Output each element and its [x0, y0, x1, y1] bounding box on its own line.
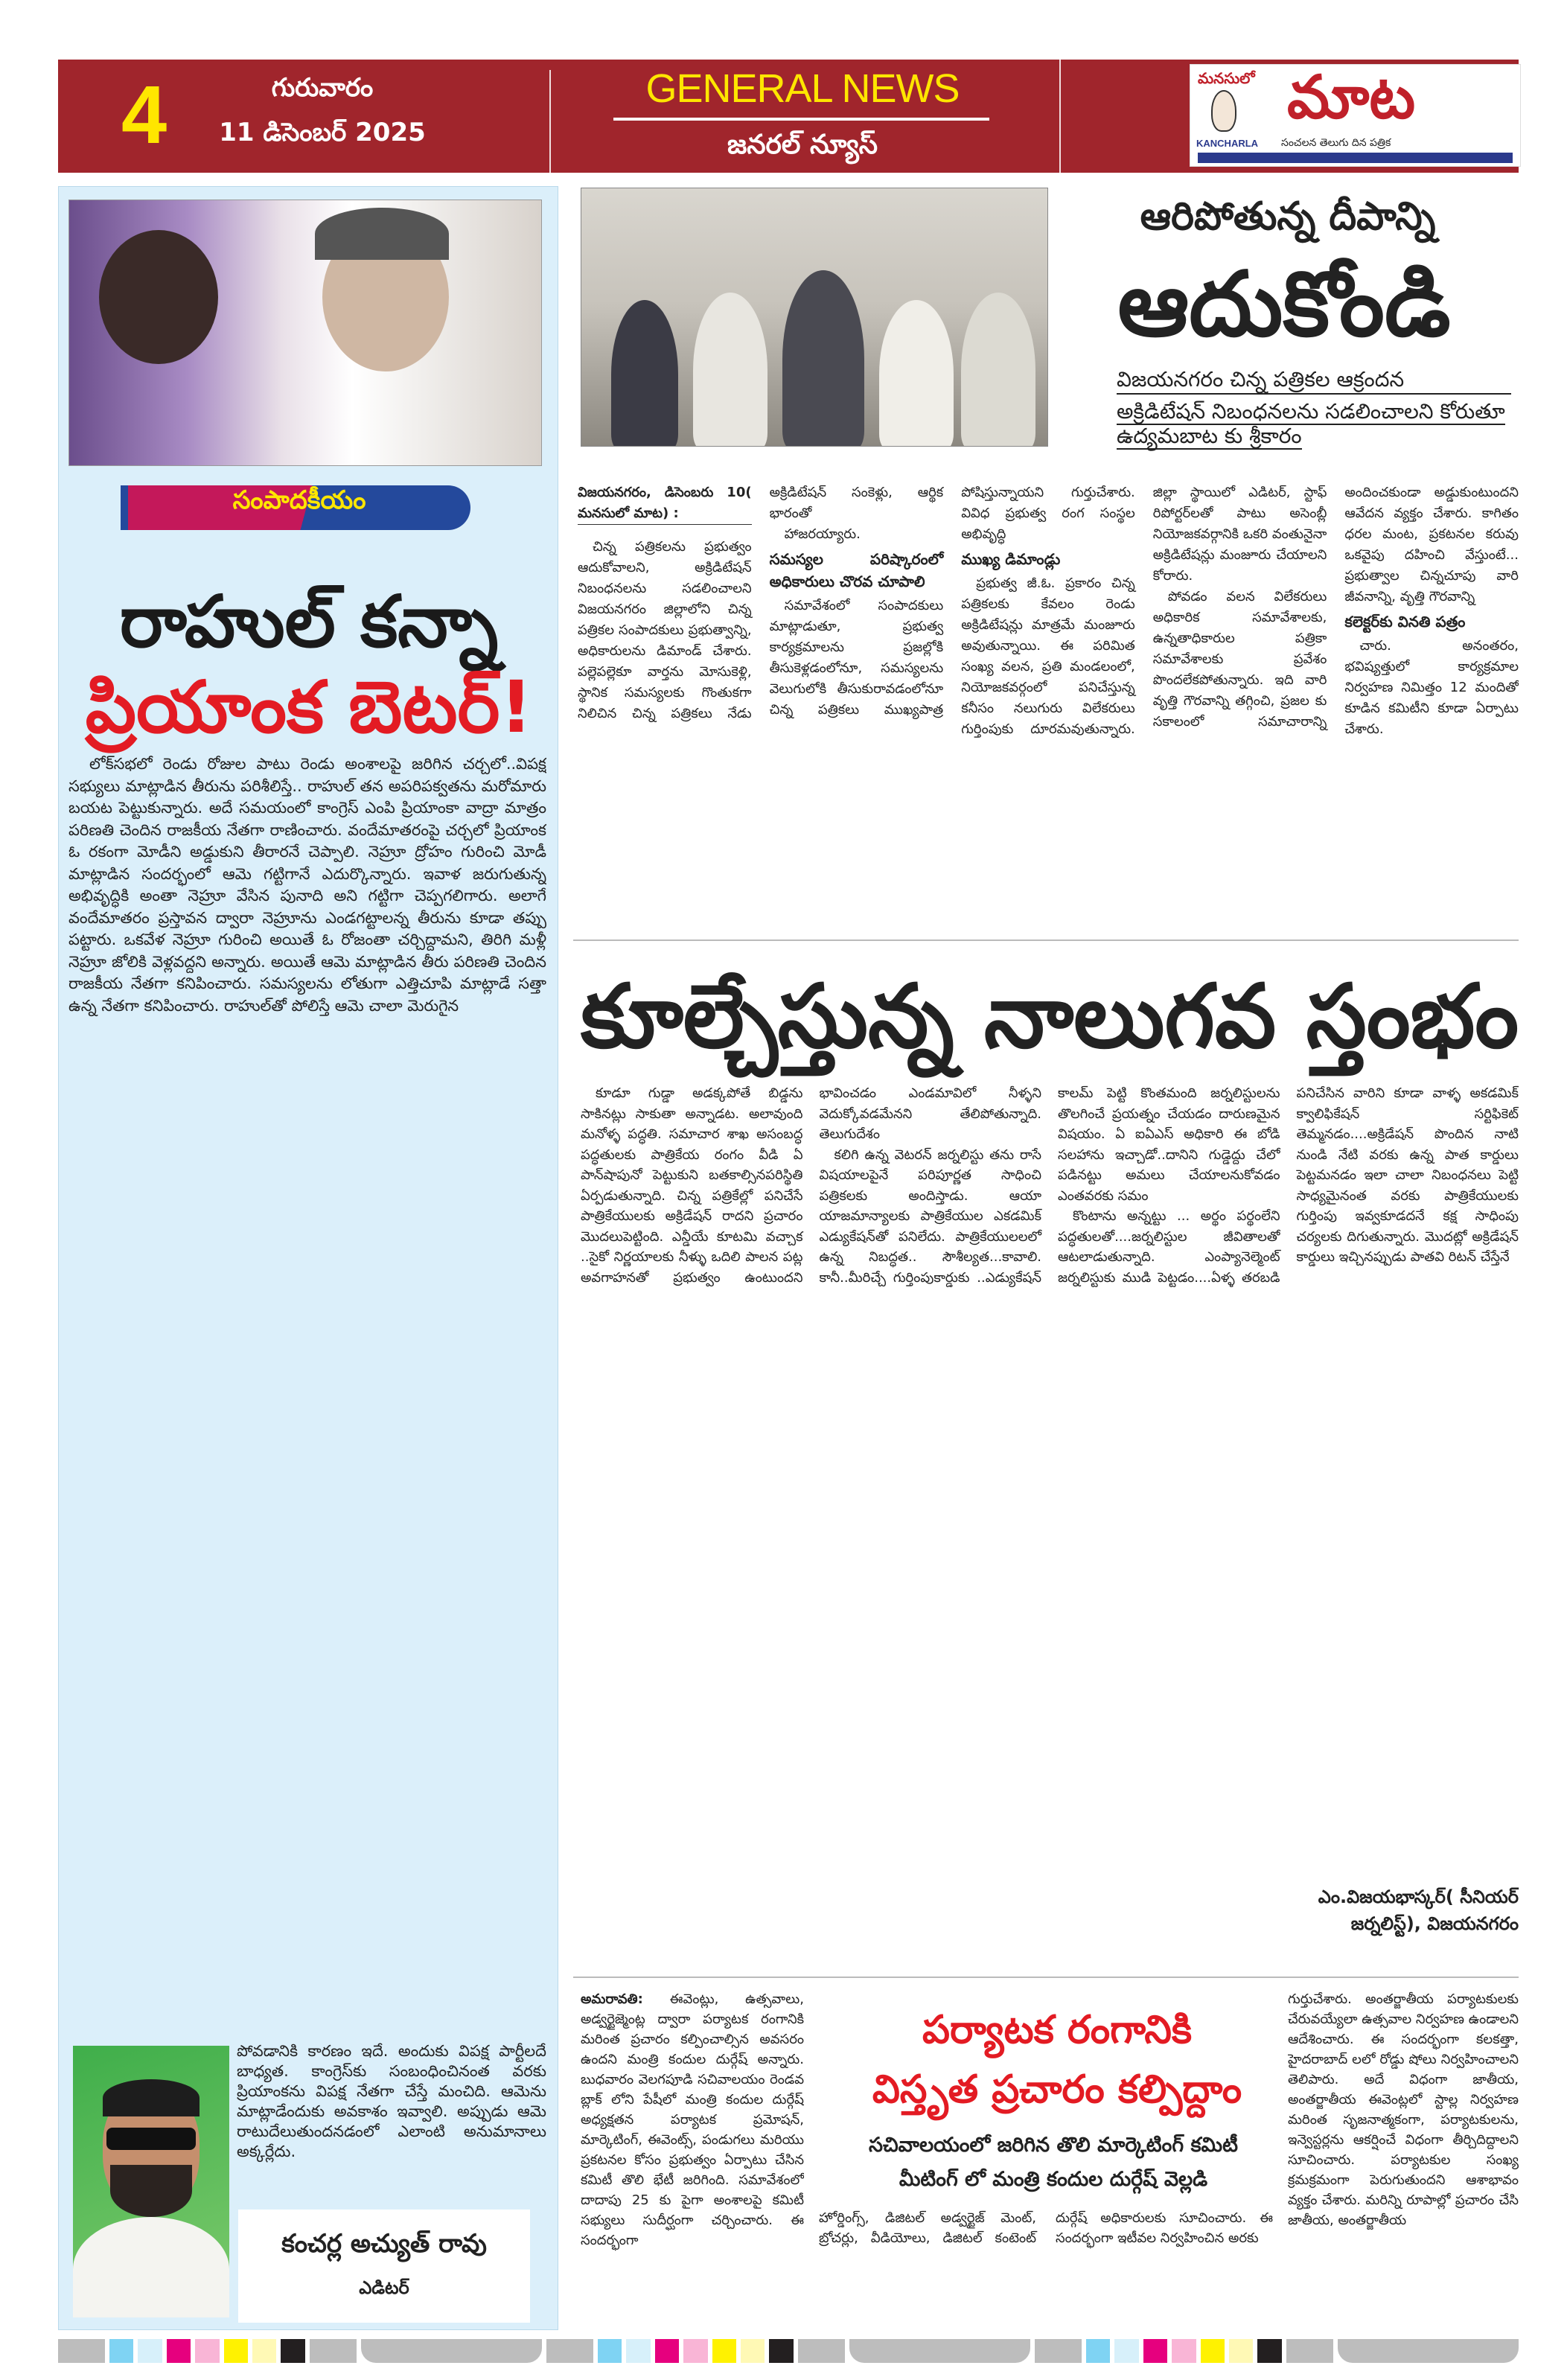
page-number: 4 — [121, 69, 167, 161]
editorial-body — [68, 753, 546, 2030]
tourism-headline-line2: విస్తృత ప్రచారం కల్పిద్దాం — [872, 2067, 1242, 2112]
color-swatch — [1257, 2339, 1281, 2363]
color-swatch — [224, 2339, 248, 2363]
logo-bar — [1198, 153, 1513, 163]
color-swatch — [798, 2339, 845, 2363]
tourism-article-body: గుర్తుచేశారు. అంతర్జాతీయ పర్యాటకులకు చేరువయ్యేలా ఉత్సవాల నిర్వహణ ఉండాలని ఆదేశించారు. ఈ సందర్భంగా కలకత్తా, హైదరాబాద్ లలో రోడ్డు షోలు నిర్వహించాలని తెలిపారు. అదే విధంగా జాతీయ, అంతర్జాతీయ ఈవెంట్లలో స్టాల్ల నిర్వహణ మరింత సృజనాత్మకంగా, పర్యాటకులను, ఇన్వెస్టర్లను ఆకర్షించే విధంగా తీర్చిదిద్దాలని సూచించారు. పర్యాటకుల సంఖ్య క్రమక్రమంగా పెరుగుతుందని ఆశాభావం వ్యక్తం చేశారు. మరిన్ని రూపాల్లో ప్రచారం చేసి జాతీయ, అంతర్జాతీయ — [1288, 1991, 1519, 2228]
color-swatch — [1286, 2339, 1333, 2363]
top-article-headline: ఆదుకోండి — [1117, 253, 1451, 357]
top-article-subhead: అక్రిడిటేషన్ నిబంధనలను సడలించాలని కోరుతూ ఉద్యమబాట కు శ్రీకారం — [1117, 399, 1505, 448]
color-swatch — [1229, 2339, 1253, 2363]
logo-brand: KANCHARLA — [1196, 138, 1259, 149]
color-swatch — [361, 2339, 542, 2363]
tourism-article-body: హోర్డింగ్స్, డిజిటల్ అడ్వర్టైజ్ మెంట్, బ్రోచర్లు, వీడియోలు, డిజిటల్ కంటెంట్ దుర్గేష్ అధికారులకు సూచించారు. ఈ సందర్భంగా ఇటీవల నిర్వహించిన అరకు — [819, 2210, 1273, 2246]
paragraph: ఈవెంట్లు, ఉత్సవాలు, అడ్వర్టైజ్మెంట్ల ద్వారా పర్యాటక రంగానికి మరింత ప్రచారం కల్పించాల్సిన అవసరం ఉందని మంత్రి కందుల దుర్గేష్ అన్నారు. బుధవారం వెలగపూడి సచివాలయం రెండవ బ్లాక్ లోని పేషీలో మంత్రి కందుల దుర్గేష్ అధ్యక్షతన పర్యాటక ప్రమోషన్, మార్కెటింగ్, ఈవెంట్స్, పండుగలు మరియు ప్రకటనల కోసం ప్రభుత్వం ఏర్పాటు చేసిన కమిటీ తొలి భేటీ జరిగింది. సమావేశంలో దాదాపు 25 కు పైగా అంశాలపై కమిటీ సభ్యులు సుదీర్ఘంగా చర్చించారు. ఈ సందర్భంగా — [581, 1991, 804, 2248]
editor-photo — [73, 2046, 229, 2317]
divider — [573, 1977, 1519, 1978]
photo-person — [99, 230, 218, 364]
color-swatch — [167, 2339, 191, 2363]
logo-tagline: సంచలన తెలుగు దిన పత్రిక — [1281, 137, 1391, 149]
color-swatch — [598, 2339, 622, 2363]
color-swatch — [712, 2339, 736, 2363]
color-swatch — [546, 2339, 593, 2363]
tourism-subhead: మీటింగ్ లో మంత్రి కందుల దుర్గేష్ వెల్లడి — [899, 2168, 1208, 2191]
color-swatch — [1086, 2339, 1110, 2363]
editor-signature — [238, 2210, 530, 2323]
color-swatch — [741, 2339, 765, 2363]
newspaper-logo — [1190, 64, 1521, 167]
section-title-english: GENERAL NEWS — [645, 66, 960, 111]
print-registration-bar — [58, 2339, 1519, 2363]
editorial-closing-text: పోవడానికి కారణం ఇదే. అందుకు విపక్ష పార్టీలదే బాధ్యత. కాంగ్రెస్‌కు సంబంధించినంత వరకు ప్రియాంకను విపక్ష నేతగా చేస్తే మంచిది. ఆమెను మాట్లాడేందుకు అవకాశం ఇవ్వాలి. అప్పుడు ఆమె రాటుదేలుతుందనడంలో ఎలాంటి అనుమానాలు అక్కర్లేదు. — [237, 2042, 546, 2160]
paragraph: ప్రభుత్వ జీ.ఓ. ప్రకారం చిన్న పత్రికలకు కేవలం రెండు అక్రిడిటేషన్లు మాత్రమే మంజూరు అవుతున్నాయి. ఈ పరిమిత సంఖ్య వలన, ప్రతి మండలంలో, నియోజకవర్గంలో పనిచేస్తున్న కనీసం నలుగురు విలేకరులు గుర్తింపుకు దూరమవుతున్నారు. జిల్లా స్థాయిలో ఎడిటర్, స్టాఫ్ రిపోర్టర్‌లతో పాటు అసెంబ్లీ నియోజకవర్గానికి ఒకరి వంతునైనా అక్రిడిటేషన్లు మంజూరు చేయాలని కోరారు. — [961, 485, 1327, 737]
subheading: సమస్యల పరిష్కారంలో అధికారులు చొరవ చూపాలి — [769, 550, 944, 590]
tourism-headline-line1: పర్యాటక రంగానికి — [922, 2008, 1193, 2052]
color-swatch — [281, 2339, 304, 2363]
tourism-article-lead — [581, 1989, 804, 2324]
top-article-body — [578, 482, 1519, 929]
color-swatch — [310, 2339, 357, 2363]
masthead — [58, 60, 1519, 173]
color-swatch — [1201, 2339, 1225, 2363]
color-swatch — [252, 2339, 276, 2363]
paragraph: పోవడం వలన విలేకరులు అధికారిక సమావేశాలకు, ఉన్నతాధికారుల పత్రికా సమావేశాలకు ప్రవేశం పొందలేకపోతున్నారు. ఇది వారి వృత్తి గౌరవాన్ని తగ్గించి, ప్రజల కు సకాలంలో సమాచారాన్ని అందించకుండా అడ్డుకుంటుందని ఆవేదన వ్యక్తం చేశారు. కాగితం ధరల మంట, ప్రకటనల కరువు ఒకవైపు దహించి వేస్తుంటే... ప్రభుత్వాల చిన్నచూపు వారి జీవనాన్ని, వృత్తి గౌరవాన్ని — [1152, 485, 1519, 730]
issue-date: 11 డిసెంబర్ 2025 — [219, 118, 426, 147]
paragraph: సమావేశంలో సంపాదకులు మాట్లాడుతూ, ప్రభుత్వ కార్యక్రమాలను ప్రజల్లోకి తీసుకెళ్లడంలోనూ, సమస్యలను వెలుగులోకి తీసుకురావడంలోనూ చిన్న పత్రికలు ముఖ్యపాత్ర పోషిస్తున్నాయని గుర్తుచేశారు. వివిధ ప్రభుత్వ రంగ సంస్థల అభివృద్ధి — [769, 485, 1135, 718]
color-swatch — [849, 2339, 1030, 2363]
color-swatch — [655, 2339, 679, 2363]
divider — [573, 939, 1519, 941]
top-article-kicker: ఆరిపోతున్న దీపాన్ని — [1140, 194, 1436, 239]
subheading: ముఖ్య డిమాండ్లు — [961, 550, 1061, 568]
photo-person-hair — [315, 208, 449, 260]
color-swatch — [195, 2339, 219, 2363]
logo-title: మాట — [1287, 63, 1416, 132]
issue-day: గురువారం — [271, 73, 374, 103]
color-swatch — [1035, 2339, 1082, 2363]
logo-small-text: మనసులో — [1198, 69, 1255, 87]
color-swatch — [138, 2339, 162, 2363]
dateline: విజయనగరం, డిసెంబరు 10( మనసులో మాట) : — [578, 482, 752, 525]
color-swatch — [1143, 2339, 1167, 2363]
section-title-telugu: జనరల్ న్యూస్ — [727, 130, 878, 160]
editorial-badge-label: సంపాదకీయం — [232, 485, 366, 515]
paragraph: కొంటాను అన్నట్టు ... అర్థం పర్థంలేని పద్ధతులతో....జర్నలిస్టుల జీవితాలతో ఆటలాడుతున్నాది. ఎంప్యానెల్మెంట్ జర్నలిస్టుకు ముడి పెట్టడం....ఏళ్ళ తరబడి పనిచేసిన వారిని కూడా వాళ్ళ అకడమిక్ క్వాలిఫికేషన్ సర్టిఫికెట్ తెమ్మనడం....అక్రిడేషన్ పొందిన నాటి నుండి నేటి వరకు ఉన్న పాత కార్డులు పెట్టమనడం ఇలా చాలా నిబంధనలు పెట్టి సాధ్యమైనంత వరకు పాత్రికేయులకు గుర్తింపు ఇవ్వకూడదనే కక్ష సాధింపు చర్యలకు దిగుతున్నారు. మొదట్లో అక్రిడేషన్ కార్డులు ఇచ్చినప్పుడు పాతవి రిటన్ చేస్తేనే — [1058, 1085, 1519, 1286]
color-swatch — [1114, 2339, 1138, 2363]
dateline: అమరావతి: — [581, 1991, 643, 2007]
editorial-headline-line2: ప్రియాంక బెటర్! — [85, 666, 533, 749]
divider — [613, 118, 989, 121]
editorial-badge — [121, 485, 470, 530]
logo-portrait-icon — [1211, 90, 1236, 132]
color-swatch — [626, 2339, 650, 2363]
paragraph: చిన్న పత్రికలను ప్రభుత్వం ఆదుకోవాలని, అక్రిడిటేషన్ నిబంధనలను సడలించాలని విజయనగరం జిల్లాలోని చిన్న పత్రికల సంపాదకులు ప్రభుత్వాన్ని, అధికారులను డిమాండ్ చేశారు. పల్లెపల్లెకూ వార్తను మోసుకెళ్లి, స్థానిక సమస్యలకు గొంతుకగా నిలిచిన చిన్న పత్రికలు నేడు అక్రిడిటేషన్ సంకెళ్లు, ఆర్థిక భారంతో — [578, 485, 944, 721]
color-swatch — [1172, 2339, 1196, 2363]
column-article-headline: కూల్చేస్తున్న నాలుగవ స్తంభం — [581, 964, 1519, 1068]
color-swatch — [109, 2339, 133, 2363]
paragraph: చారు. అనంతరం, భవిష్యత్తులో కార్యక్రమాల నిర్వహణ నిమిత్తం 12 మందితో కూడిన కమిటీని కూడా ఏర్పాటు చేశారు. — [1344, 638, 1519, 737]
divider — [549, 70, 551, 173]
editorial-photo — [68, 200, 542, 466]
byline: ఎం.విజయభాస్కర్( సీనియర్ జర్నలిస్ట్), విజయనగరం — [1318, 1886, 1519, 1934]
color-swatch — [769, 2339, 793, 2363]
color-swatch — [1338, 2339, 1519, 2363]
divider — [1059, 60, 1061, 173]
meeting-photo — [581, 188, 1048, 447]
paragraph: కూడూ గుడ్డా అడక్కపోతే బిడ్డను సాకినట్లు సాకుతా అన్నాడట. అలావుంది మనోళ్ళ పద్ధతి. సమాచార శాఖ అసంబద్ధ పద్ధతులకు పాత్రికేయ రంగం వీడి ఏ పాన్‌షాపునో పెట్టుకుని బతకాల్సినపరిస్థితి ఏర్పడుతున్నాది. చిన్న పత్రికేల్లో పనిచేసే పాత్రికేయులకు అక్రిడేషన్ రాదని ప్రచారం మొదలుపెట్టింది. ఎన్డీయే కూటమి వచ్చాక ..సైకో నిర్ణయాలకు నీళ్ళు ఒదిలి పాలన పట్ల అవగాహనతో ప్రభుత్వం ఉంటుందని భావించడం ఎండమావిలో నీళ్ళని వెదుక్కోవడమేనని తేలిపోతున్నాది. తెలుగుదేశం — [581, 1085, 1041, 1286]
paragraph: లోక్‌సభలో రెండు రోజుల పాటు రెండు అంశాలపై జరిగిన చర్చలో..విపక్ష సభ్యులు మాట్లాడిన తీరును పరిశీలిస్తే.. రాహుల్ తన అపరిపక్వతను మరోమారు బయట పెట్టుకున్నారు. అదే సమయంలో కాంగ్రెస్ ఎంపి ప్రియాంకా వాద్రా మాత్రం పరిణతి చెందిన రాజకీయ నేతగా రాణించారు. వందేమాతరంపై చర్చలో ప్రియాంక ఓ రకంగా మోడీని అడ్డుకుని తీరారనే చెప్పాలి. నెహ్రూ ద్రోహం గురించి మోడీ మాట్లాడిన సందర్భంలో ఆమె గట్టిగానే ఎదుర్కొన్నారు. ఇవాళ జరుగుతున్న అభివృద్ధికి అంతా నెహ్రూ వేసిన పునాది అని గట్టిగా చెప్పగలిగారు. అలాగే వందేమాతరం ప్రస్తావన ద్వారా నెహ్రూను ఎండగట్టాలన్న తీరును కూడా తప్పు పట్టారు. ఒకవేళ నెహ్రూ గురించి అయితే ఓ రోజంతా చర్చిద్దామని, తిరిగి మళ్లీ నెహ్రూ జోలికి వెళ్లవద్దని అన్నారు. అయితే ఆమె మాట్లాడిన తీరు పరిణతి చెందిన రాజకీయ నేతగా కనిపించారు. సమస్యలను లోతుగా ఎత్తిచూపి మాట్లాడే సత్తా ఉన్న నేతగా కనిపించారు. రాహుల్‌తో పోలిస్తే ఆమె చాలా మెరుగైన — [68, 755, 546, 1015]
color-swatch — [683, 2339, 707, 2363]
color-swatch — [58, 2339, 105, 2363]
top-article-subhead: విజయనగరం చిన్న పత్రికల ఆక్రందన — [1117, 366, 1511, 395]
subheading: కలెక్టర్‌కు వినతి పత్రం — [1344, 613, 1466, 631]
tourism-subhead: సచివాలయంలో జరిగిన తొలి మార్కెటింగ్ కమిటీ — [869, 2134, 1238, 2157]
editor-name: కంచర్ల అచ్యుత్ రావు — [281, 2229, 487, 2259]
paragraph: హాజరయ్యారు. — [784, 526, 861, 542]
editorial-headline-line1: రాహుల్ కన్నా — [119, 580, 499, 663]
paragraph: కలిగి ఉన్న వెటరన్ జర్నలిస్టు తను రాసే విషయాలపైనే పరిపూర్ణత సాధించి పత్రికలకు అందిస్తాడు. ఆయా యాజమాన్యాలకు పాత్రికేయుల ఎకడమిక్ ఎడ్యుకేషన్‌తో పనిలేదు. పాత్రికేయులలలో ఉన్న నిబద్ధత.. సౌశీల్యత...కావాలి. కానీ..మీరిచ్చే గుర్తింపుకార్డుకు ..ఎడ్యుకేషన్ కాలమ్ పెట్టి కొంతమంది జర్నలిస్టులను తొలగించే ప్రయత్నం చేయడం దారుణమైన విషయం. ఏ ఐఏఎస్ అధికారి ఈ బోడి సలహాను ఇచ్చాడో..దానిని గుడ్డెద్దు చేలో పడినట్టు అమలు చేయాలనుకోవడం ఎంతవరకు సమం — [819, 1085, 1280, 1286]
editor-role: ఎడిటర్ — [359, 2277, 409, 2298]
column-article-body — [581, 1083, 1519, 1872]
